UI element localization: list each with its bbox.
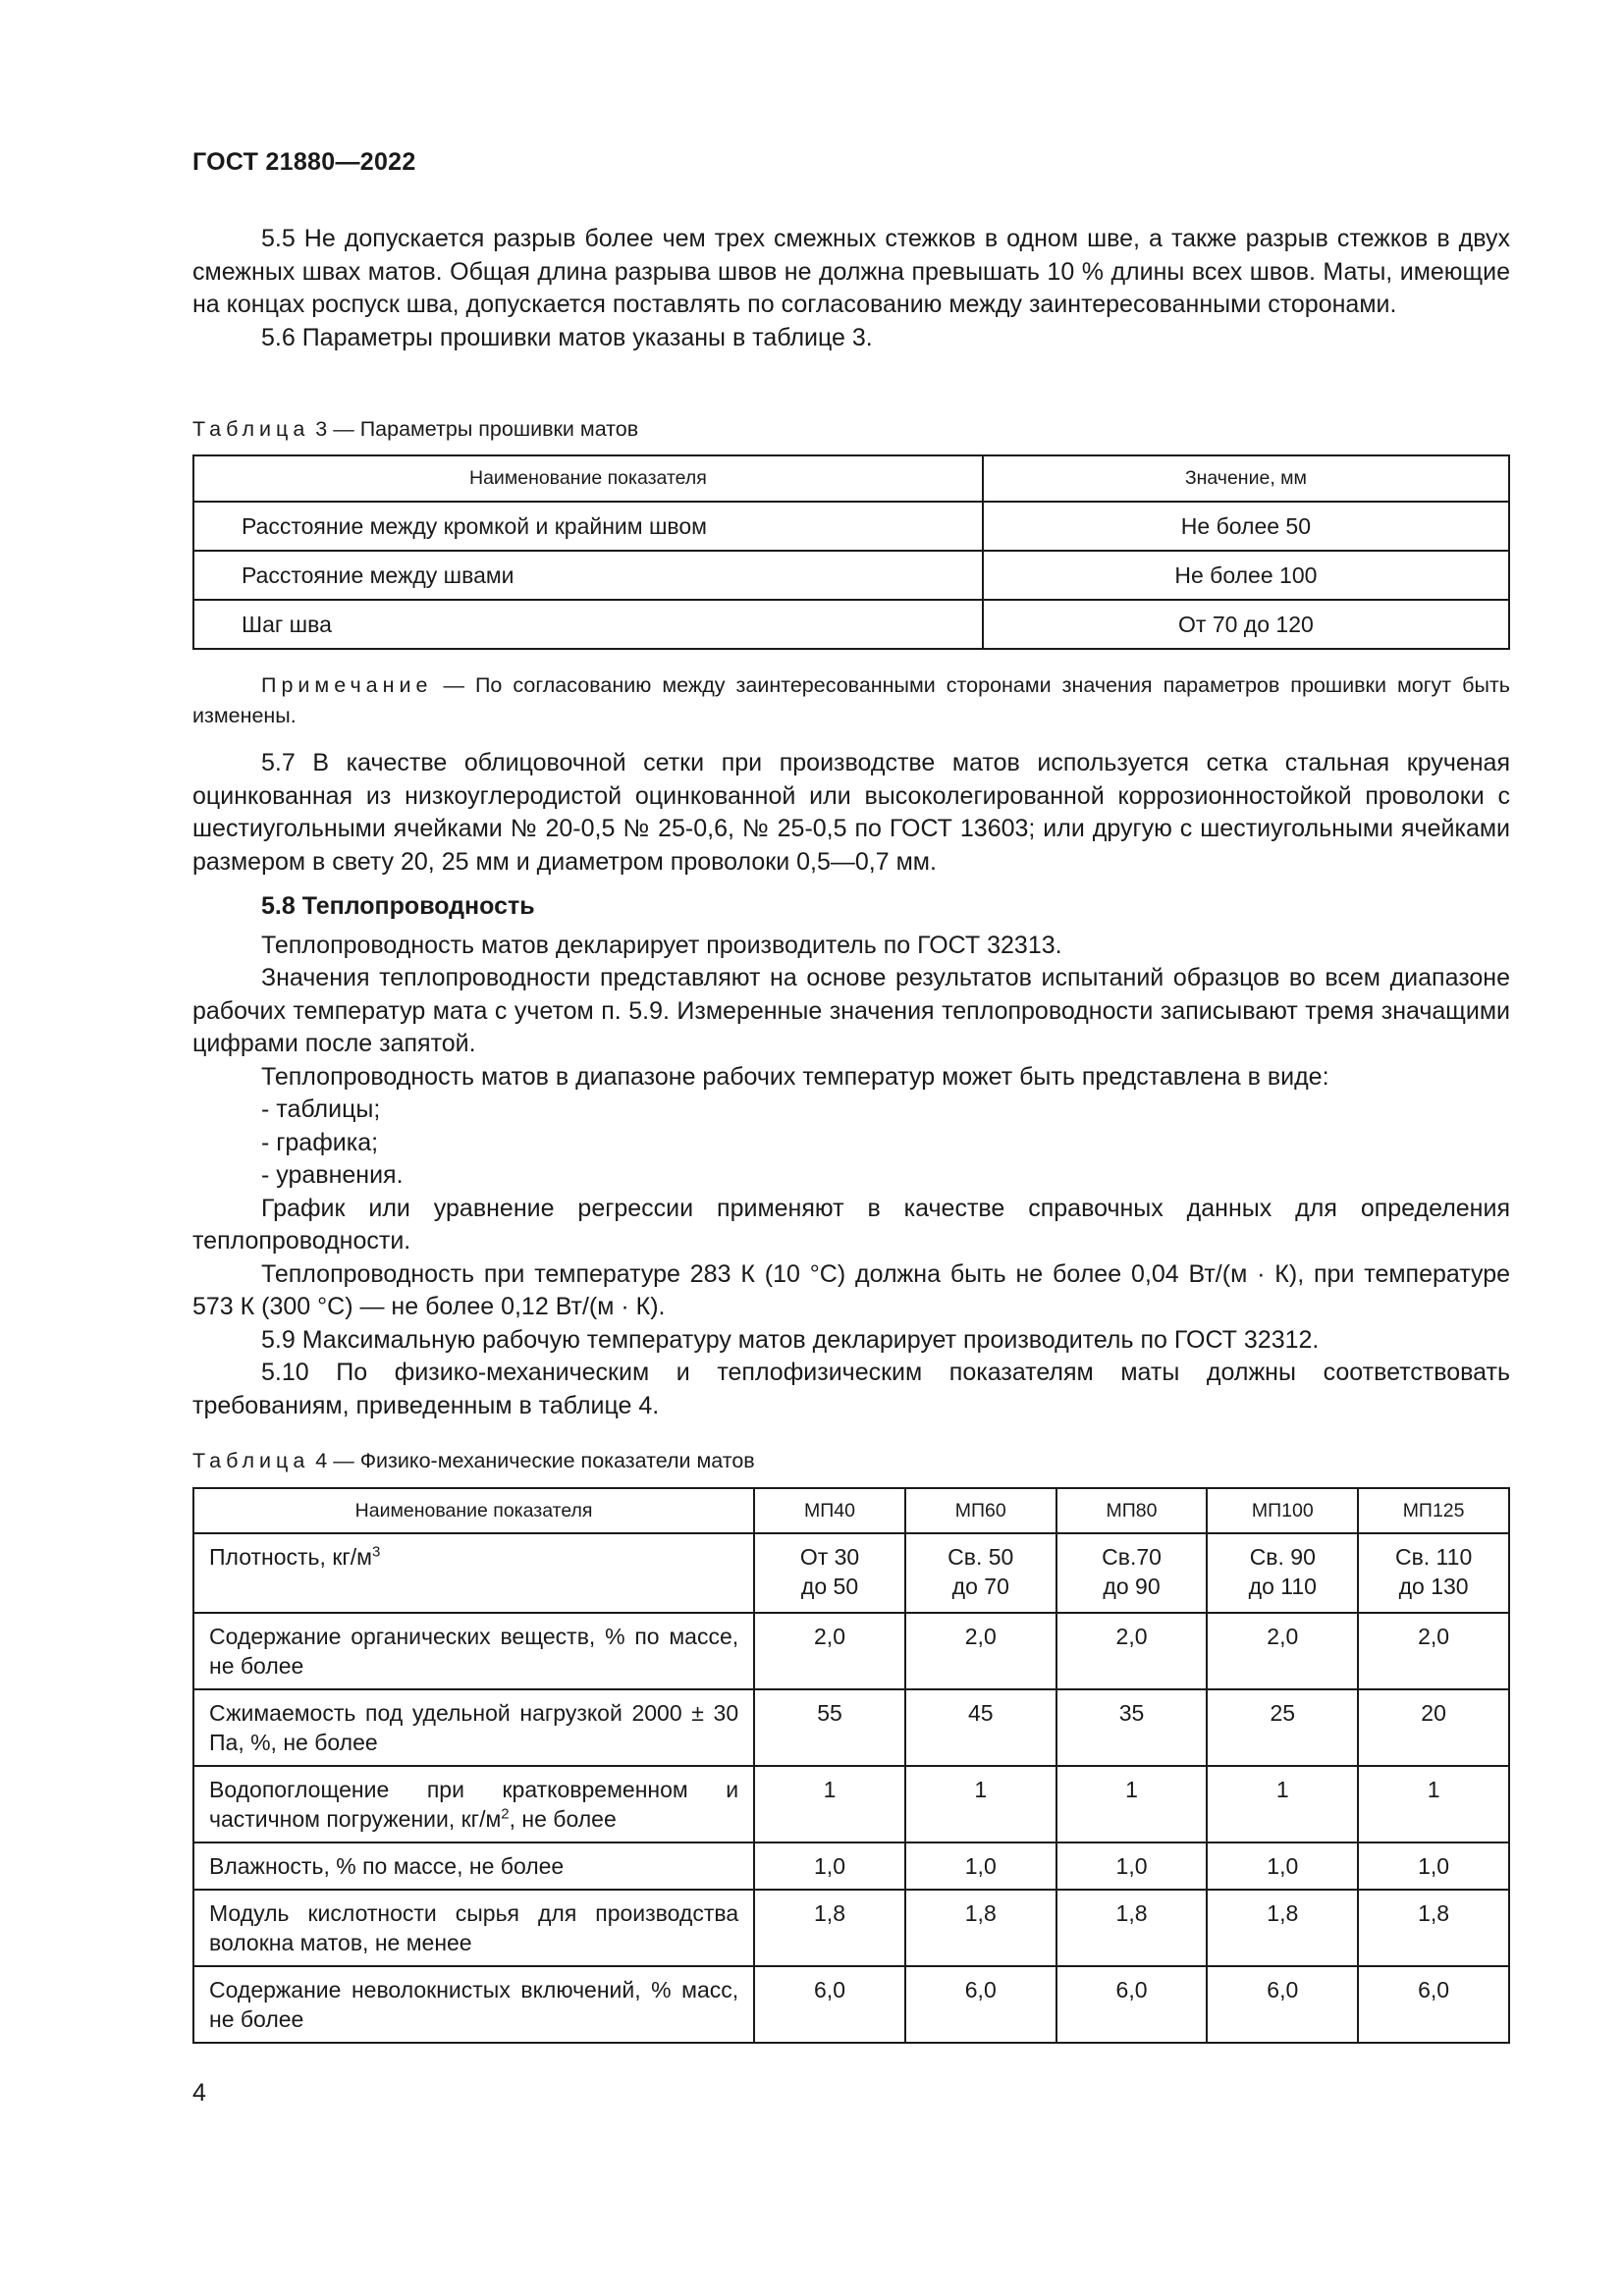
table-4 <box>192 1487 1510 2044</box>
table4-cell-value: 1 <box>754 1766 905 1842</box>
table3-cell-value: Не более 100 <box>983 551 1509 600</box>
table4-cell-value: 2,0 <box>905 1613 1056 1689</box>
table4-cell-value: 1,0 <box>1056 1842 1208 1890</box>
table4-header-row <box>193 1488 1509 1533</box>
table-row <box>193 1890 1509 1966</box>
table-row <box>193 600 1509 649</box>
table3-header-value: Значение, мм <box>983 455 1509 502</box>
table3-cell-name: Шаг шва <box>193 600 983 649</box>
table4-cell-value: Св. 50 до 70 <box>905 1533 1056 1613</box>
table-row <box>193 1613 1509 1689</box>
table4-cell-value: 2,0 <box>1207 1613 1358 1689</box>
paragraph-5-8-4: График или уравнение регрессии применяют в качестве справочных данных для определения теплопроводности. <box>192 1194 1510 1255</box>
table3-caption <box>192 417 638 442</box>
table4-cell-name: Содержание неволокнистых включений, % масс, не более <box>193 1966 754 2043</box>
list-item: - таблицы; <box>261 1095 381 1123</box>
list-item: - уравнения. <box>261 1161 404 1189</box>
table4-cell-value: 6,0 <box>1056 1966 1208 2043</box>
table4-cell-value: 6,0 <box>905 1966 1056 2043</box>
paragraph-5-8-5: Теплопроводность при температуре 283 К (10 °С) должна быть не более 0,04 Вт/(м · К), при температуре 573 К (300 °С) — не более 0,12 Вт/(м · К). <box>192 1259 1510 1320</box>
table4-cell-value: 1,8 <box>1056 1890 1208 1966</box>
table3-header-name: Наименование показателя <box>193 455 983 502</box>
table4-cell-value: 6,0 <box>754 1966 905 2043</box>
table4-cell-value: Св. 110 до 130 <box>1358 1533 1509 1613</box>
table4-header-mp60: МП60 <box>905 1488 1056 1533</box>
table3-cell-name: Расстояние между швами <box>193 551 983 600</box>
paragraph-5-10: 5.10 По физико-механическим и теплофизическим показателям маты должны соответствовать требованиям, приведенным в таблице 4. <box>192 1359 1510 1419</box>
table4-cell-value: 1,8 <box>754 1890 905 1966</box>
table4-caption-text: 4 — Физико-механические показатели матов <box>315 1449 755 1472</box>
table4-cell-value: От 30 до 50 <box>754 1533 905 1613</box>
table4-caption-label: Таблица <box>192 1449 310 1472</box>
paragraph-5-5-block <box>192 223 1510 354</box>
table-row <box>193 502 1509 551</box>
table4-cell-name: Влажность, % по массе, не более <box>193 1842 754 1890</box>
table4-caption <box>192 1449 755 1473</box>
table-row <box>193 1533 1509 1613</box>
table4-cell-value: 1 <box>905 1766 1056 1842</box>
table4-cell-value: 1,0 <box>1207 1842 1358 1890</box>
table4-cell-value: 1,8 <box>1207 1890 1358 1966</box>
paragraph-5-5: 5.5 Не допускается разрыв более чем трех смежных стежков в одном шве, а также разрыв стежков в двух смежных швах матов. Общая длина разрыва швов не должна превышать 10 % длины всех швов. Маты, имеющие на концах роспуск шва, допускается поставлять по согласованию между заинтересованными сторонами. <box>192 225 1510 318</box>
table4-cell-value: Св. 90 до 110 <box>1207 1533 1358 1613</box>
table4-cell-value: 55 <box>754 1689 905 1766</box>
table4-cell-name: Модуль кислотности сырья для производства волокна матов, не менее <box>193 1890 754 1966</box>
table4-cell-value: 1 <box>1207 1766 1358 1842</box>
note-label: Примечание <box>261 673 433 697</box>
table4-cell-name: Содержание органических веществ, % по массе, не более <box>193 1613 754 1689</box>
table4-cell-value: 2,0 <box>754 1613 905 1689</box>
table4-cell-value: 6,0 <box>1358 1966 1509 2043</box>
table4-cell-value: 45 <box>905 1689 1056 1766</box>
document-header-code: ГОСТ 21880—2022 <box>192 148 416 176</box>
list-item: - графика; <box>261 1128 379 1156</box>
table4-header-mp40: МП40 <box>754 1488 905 1533</box>
table3-note <box>192 670 1510 731</box>
table4-cell-value: 1,0 <box>1358 1842 1509 1890</box>
table4-cell-value: 20 <box>1358 1689 1509 1766</box>
table3-caption-text: 3 — Параметры прошивки матов <box>315 417 639 441</box>
table4-cell-value: 2,0 <box>1358 1613 1509 1689</box>
table4-cell-name: Сжимаемость под удельной нагрузкой 2000 ± 30 Па, %, не более <box>193 1689 754 1766</box>
table4-cell-value: 1,8 <box>1358 1890 1509 1966</box>
table4-cell-name: Плотность, $кг/м^3$ <box>193 1533 754 1613</box>
paragraph-5-6: 5.6 Параметры прошивки матов указаны в таблице 3. <box>261 323 873 351</box>
note-text: — По согласованию между заинтересованными сторонами значения параметров прошивки могут быть изменены. <box>192 673 1510 727</box>
table-3 <box>192 454 1510 650</box>
section-5-8-heading: 5.8 Теплопроводность <box>261 892 535 920</box>
table3-cell-value: Не более 50 <box>983 502 1509 551</box>
page-number: 4 <box>192 2079 206 2107</box>
table4-cell-value: 1,0 <box>905 1842 1056 1890</box>
table4-header-mp80: МП80 <box>1056 1488 1208 1533</box>
table-row <box>193 1766 1509 1842</box>
table3-cell-value: От 70 до 120 <box>983 600 1509 649</box>
table-row <box>193 1966 1509 2043</box>
table-row <box>193 1689 1509 1766</box>
table4-header-mp125: МП125 <box>1358 1488 1509 1533</box>
table4-header-name: Наименование показателя <box>193 1488 754 1533</box>
table3-header-row <box>193 455 1509 502</box>
table3-caption-label: Таблица <box>192 417 310 441</box>
table4-cell-value: 1 <box>1358 1766 1509 1842</box>
table-row <box>193 1842 1509 1890</box>
paragraph-5-8-3: Теплопроводность матов в диапазоне рабочих температур может быть представлена в виде: <box>261 1062 1329 1091</box>
table3-cell-name: Расстояние между кромкой и крайним швом <box>193 502 983 551</box>
table4-cell-value: 6,0 <box>1207 1966 1358 2043</box>
table4-cell-value: 25 <box>1207 1689 1358 1766</box>
table4-cell-value: Св.70 до 90 <box>1056 1533 1208 1613</box>
main-text-block <box>192 747 1510 1422</box>
table-row <box>193 551 1509 600</box>
paragraph-5-7: 5.7 В качестве облицовочной сетки при производстве матов используется сетка стальная крученая оцинкованная из низкоуглеродистой оцинкованной или высоколегированной коррозионностойкой проволоки с шестиугольными ячейками № 20-0,5 № 25-0,6, № 25-0,5 по ГОСТ 13603; или другую с шестиугольными ячейками размером в свету 20, 25 мм и диаметром проволоки 0,5—0,7 мм. <box>192 749 1510 876</box>
table4-cell-value: 2,0 <box>1056 1613 1208 1689</box>
paragraph-5-8-1: Теплопроводность матов декларирует производитель по ГОСТ 32313. <box>261 931 1062 959</box>
paragraph-5-9: 5.9 Максимальную рабочую температуру матов декларирует производитель по ГОСТ 32312. <box>261 1325 1320 1354</box>
table4-cell-value: 35 <box>1056 1689 1208 1766</box>
table4-cell-name: Водопоглощение при кратковременном и частичном погружении, $кг/м^2$, не более <box>193 1766 754 1842</box>
table4-cell-value: 1,8 <box>905 1890 1056 1966</box>
paragraph-5-8-2: Значения теплопроводности представляют на основе результатов испытаний образцов во всем диапазоне рабочих температур мата с учетом п. 5.9. Измеренные значения теплопроводности записывают тремя значащими цифрами после запятой. <box>192 964 1510 1057</box>
table4-cell-value: 1,0 <box>754 1842 905 1890</box>
table4-header-mp100: МП100 <box>1207 1488 1358 1533</box>
table4-cell-value: 1 <box>1056 1766 1208 1842</box>
